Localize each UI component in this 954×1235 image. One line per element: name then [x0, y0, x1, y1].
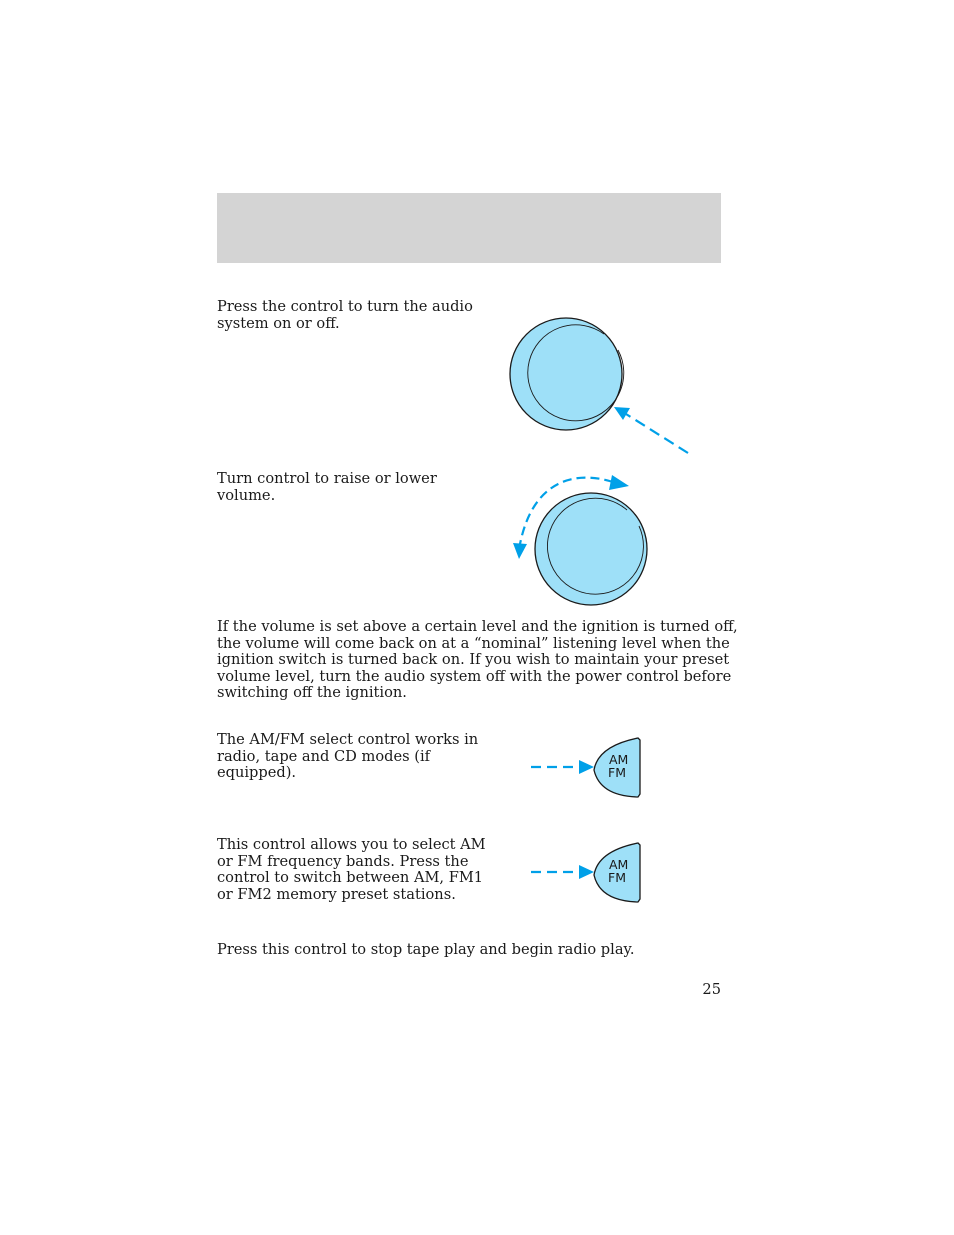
amfm-label-fm: FM [608, 765, 626, 780]
power-knob-icon [510, 318, 622, 430]
press-arrow-line [626, 414, 688, 453]
rotate-arrow-head-top [609, 475, 629, 490]
amfm-bands-text: This control allows you to select AM or FM frequency bands. Press the control to switch between AM, FM1 or FM2 memory preset stations. [217, 836, 486, 903]
amfm-label-fm: FM [608, 870, 626, 885]
press-arrow-head [614, 407, 630, 420]
stop-tape-text: Press this control to stop tape play and begin radio play. [217, 941, 635, 958]
amfm-figure-2 [528, 839, 648, 909]
rotate-arrow-head-bottom [513, 543, 527, 559]
amfm-arrow-head-1 [579, 760, 594, 774]
power-knob-figure [500, 310, 700, 470]
amfm-label-am: AM [609, 752, 629, 767]
volume-knob-icon [535, 493, 647, 605]
page-number: 25 [702, 981, 721, 998]
power-instruction-text: Press the control to turn the audio system on or off. [217, 298, 473, 332]
amfm-arrow-head-2 [579, 865, 594, 879]
nominal-volume-text: If the volume is set above a certain level and the ignition is turned off, the volume will come back on at a “nominal” listening level when the ignition switch is turned back on. If you wish to maintain your preset volume level, turn the audio system off with the power control before switching off the ignition. [217, 618, 738, 701]
volume-instruction-text: Turn control to raise or lower volume. [217, 470, 437, 504]
amfm-select-text: The AM/FM select control works in radio, tape and CD modes (if equipped). [217, 731, 479, 781]
section-header-band [217, 193, 721, 263]
volume-knob-figure [505, 470, 665, 615]
amfm-label-am: AM [609, 857, 629, 872]
amfm-figure-1 [528, 734, 648, 804]
